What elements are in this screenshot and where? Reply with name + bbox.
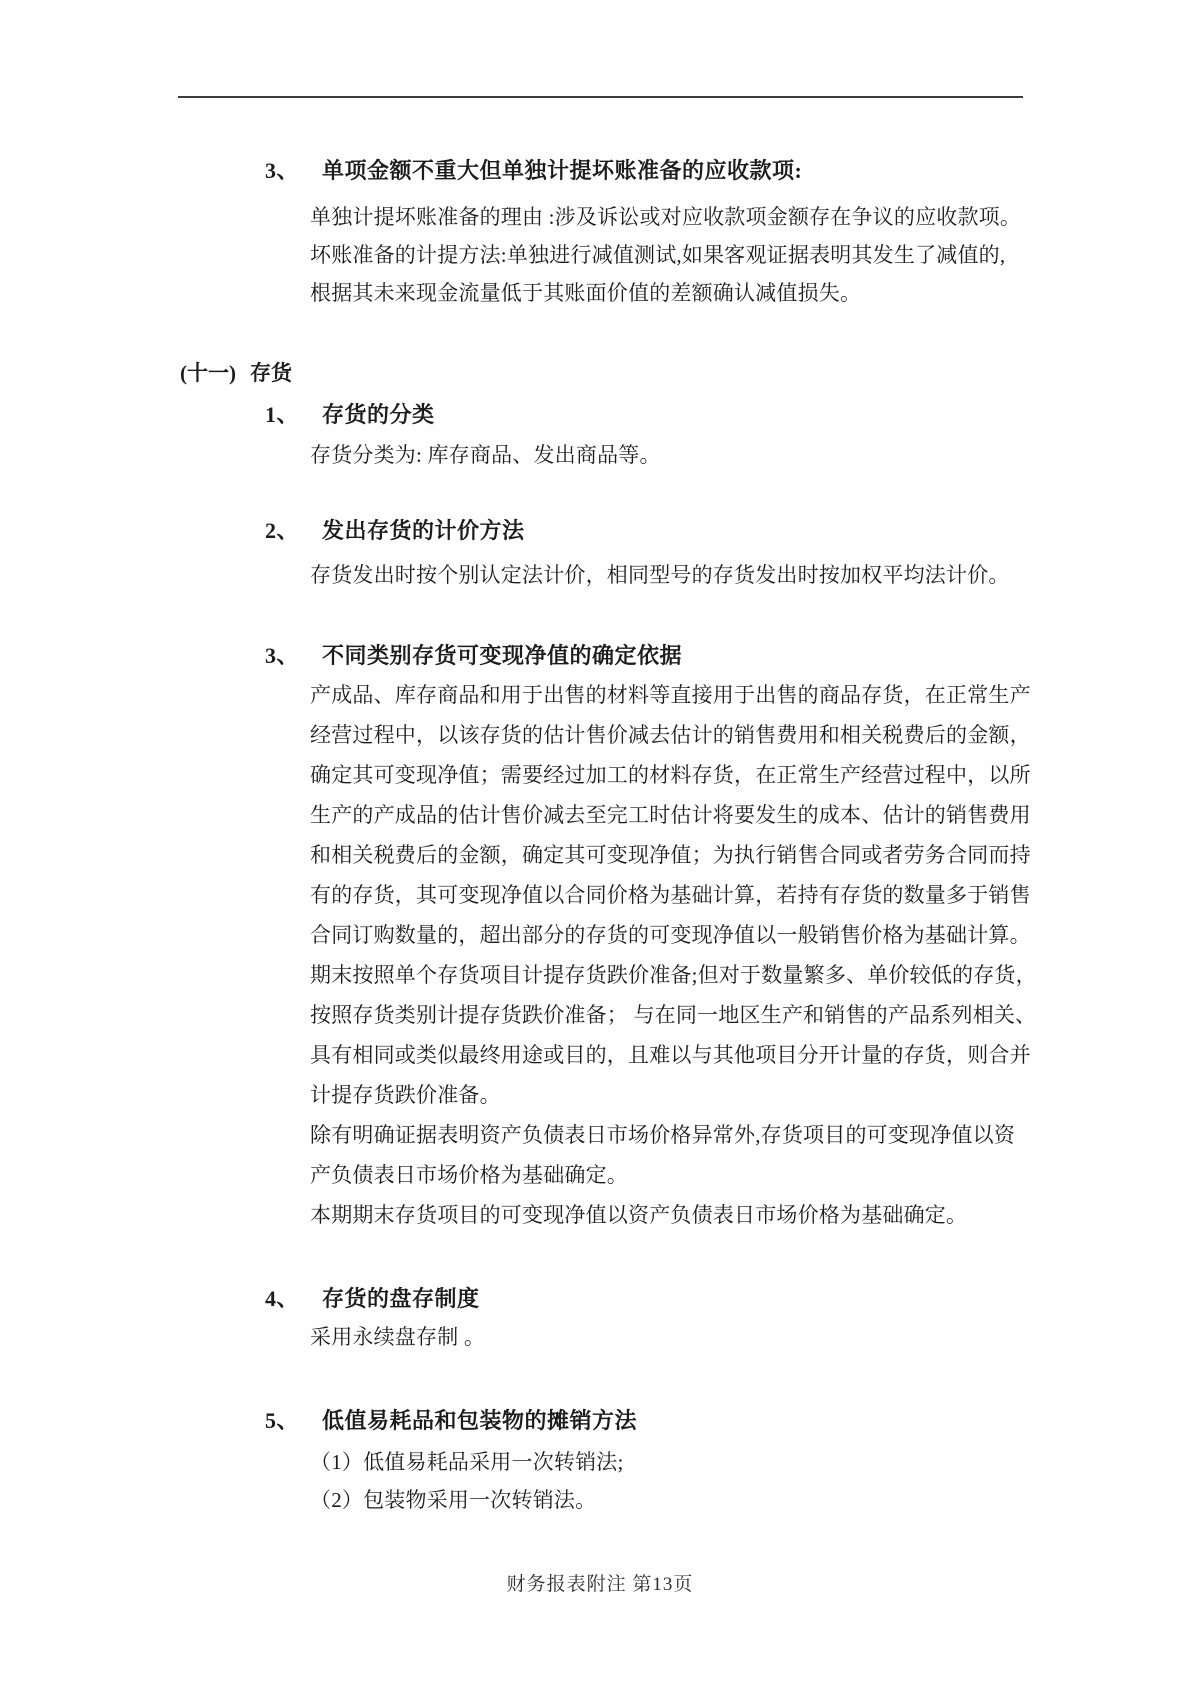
- text-line: 有的存货，其可变现净值以合同价格为基础计算，若持有存货的数量多于销售: [310, 883, 1031, 907]
- item-title: 单项金额不重大但单独计提坏账准备的应收款项:: [322, 158, 803, 183]
- section-title: 存货: [250, 361, 292, 385]
- text-line: 确定其可变现净值；需要经过加工的材料存货，在正常生产经营过程中，以所: [310, 763, 1031, 787]
- text-line: 具有相同或类似最终用途或目的，且难以与其他项目分开计量的存货，则合并: [310, 1043, 1031, 1067]
- text-line: 坏账准备的计提方法:单独进行减值测试,如果客观证据表明其发生了减值的,: [310, 243, 1006, 267]
- item-title: 发出存货的计价方法: [322, 518, 525, 543]
- text-line: 产成品、库存商品和用于出售的材料等直接用于出售的商品存货，在正常生产: [310, 683, 1031, 707]
- text-line: 经营过程中，以该存货的估计售价减去估计的销售费用和相关税费后的金额，: [310, 723, 1031, 747]
- text-line: 存货分类为: 库存商品、发出商品等。: [310, 443, 661, 467]
- item-title: 存货的分类: [322, 402, 435, 427]
- item-title: 不同类别存货可变现净值的确定依据: [322, 643, 683, 668]
- text-line: 本期期末存货项目的可变现净值以资产负债表日市场价格为基础确定。: [310, 1203, 968, 1227]
- inventory-item1-body: [310, 442, 1026, 468]
- inventory-item1-heading: [265, 400, 435, 430]
- text-line: 计提存货跌价准备。: [310, 1083, 501, 1107]
- text-line: 期末按照单个存货项目计提存货跌价准备;但对于数量繁多、单价较低的存货，: [310, 963, 1037, 987]
- inventory-item4-heading: [265, 1284, 480, 1314]
- item-title: 存货的盘存制度: [322, 1286, 480, 1311]
- inventory-item5-heading: [265, 1406, 637, 1436]
- text-line: 除有明确证据表明资产负债表日市场价格异常外,存货项目的可变现净值以资: [310, 1123, 1016, 1147]
- text-line: 合同订购数量的，超出部分的存货的可变现净值以一般销售价格为基础计算。: [310, 923, 1031, 947]
- item-number: 3、: [265, 643, 300, 668]
- inventory-item2-body: [310, 562, 1026, 588]
- text-line: 产负债表日市场价格为基础确定。: [310, 1163, 628, 1187]
- section-number: (十一): [180, 361, 236, 385]
- text-line: 按照存货类别计提存货跌价准备； 与在同一地区生产和销售的产品系列相关、: [310, 1003, 1037, 1027]
- item-number: 3、: [265, 158, 300, 183]
- header-rule: [178, 96, 1023, 98]
- inventory-item3-heading: [265, 641, 682, 671]
- receivables-item3-body: [310, 198, 1026, 312]
- text-line: 采用永续盘存制 。: [310, 1325, 486, 1349]
- text-line: 生产的产成品的估计售价减去至完工时估计将要发生的成本、估计的销售费用: [310, 803, 1031, 827]
- item-number: 1、: [265, 402, 300, 427]
- text-line: （2）包装物采用一次转销法。: [310, 1488, 597, 1512]
- text-line: 根据其未来现金流量低于其账面价值的差额确认减值损失。: [310, 281, 862, 305]
- text-line: （1）低值易耗品采用一次转销法;: [310, 1450, 624, 1474]
- text-line: 存货发出时按个别认定法计价，相同型号的存货发出时按加权平均法计价。: [310, 563, 1010, 587]
- text-line: 单独计提坏账准备的理由 :涉及诉讼或对应收款项金额存在争议的应收款项。: [310, 205, 1022, 229]
- inventory-section-heading: [180, 359, 292, 387]
- item-number: 4、: [265, 1286, 300, 1311]
- inventory-item4-body: [310, 1324, 1026, 1350]
- inventory-item5-body: [310, 1443, 1026, 1519]
- receivables-item3-heading: [265, 156, 802, 186]
- item-number: 5、: [265, 1408, 300, 1433]
- inventory-item3-body: [310, 675, 1037, 1235]
- item-title: 低值易耗品和包装物的摊销方法: [322, 1408, 638, 1433]
- text-line: 和相关税费后的金额，确定其可变现净值；为执行销售合同或者劳务合同而持: [310, 843, 1031, 867]
- page-footer: 财务报表附注 第13页: [506, 1574, 694, 1595]
- inventory-item2-heading: [265, 516, 525, 546]
- item-number: 2、: [265, 518, 300, 543]
